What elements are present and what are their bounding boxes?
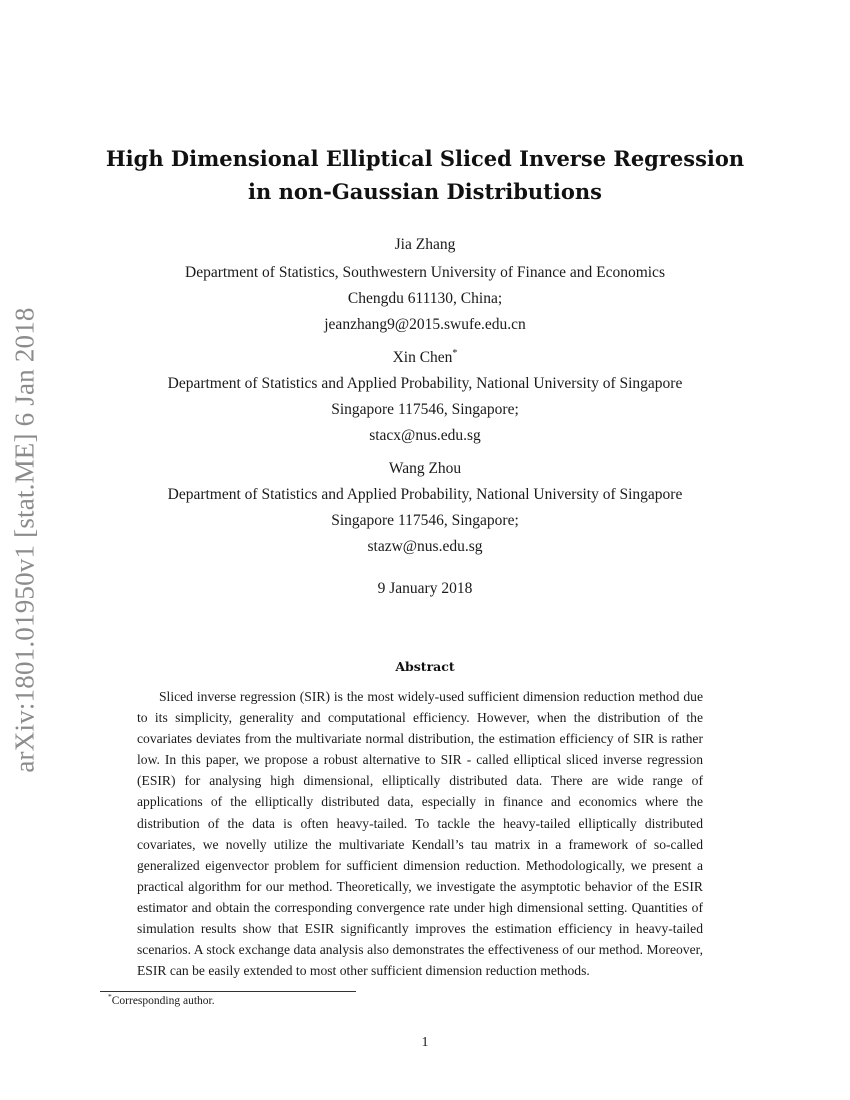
footnote-marker: *	[108, 992, 112, 1002]
author-email-3[interactable]: stazw@nus.edu.sg	[367, 538, 483, 555]
author-name-text: Xin Chen	[392, 349, 453, 366]
title-line-2: in non-Gaussian Distributions	[248, 179, 602, 204]
author-name-1	[0, 236, 850, 254]
author-email-2[interactable]: stacx@nus.edu.sg	[369, 427, 481, 444]
author-name-text: Wang Zhou	[388, 460, 462, 477]
author-address-1: Chengdu 611130, China;	[347, 290, 503, 307]
page-number: 1	[421, 1035, 429, 1050]
paper-date: 9 January 2018	[377, 580, 473, 597]
author-email-1[interactable]: jeanzhang9@2015.swufe.edu.cn	[324, 316, 526, 333]
corresponding-author-marker: *	[452, 347, 458, 359]
author-address-3: Singapore 117546, Singapore;	[331, 512, 519, 529]
arxiv-identifier-stamp[interactable]: arXiv:1801.01950v1 [stat.ME] 6 Jan 2018	[9, 307, 40, 773]
paper-title	[0, 142, 850, 208]
abstract-body: Sliced inverse regression (SIR) is the most widely-used sufficient dimension reduction method due to its simplicity, generality and computational efficiency. However, when the distribution of the covariates deviates from the multivariate normal distribution, the estimation efficiency of SIR is rather low. In this paper, we propose a robust alternative to SIR - called elliptical sliced inverse regression (ESIR) for analysing high dimensional, elliptically distributed data. There are wide range of applications of the elliptically distributed data, especially in finance and economics where the distribution of the data is often heavy-tailed. To tackle the heavy-tailed elliptically distributed covariates, we novelly utilize the multivariate Kendall’s tau matrix in a framework of so-called generalized eigenvector problem for sufficient dimension reduction. Methodologically, we present a practical algorithm for our method. Theoretically, we investigate the asymptotic behavior of the ESIR estimator and obtain the corresponding convergence rate under high dimensional setting. Quantities of simulation results show that ESIR significantly improves the estimation efficiency in heavy-tailed scenarios. A stock exchange data analysis also demonstrates the effectiveness of our method. Moreover, ESIR can be easily extended to most other sufficient dimension reduction methods.	[137, 689, 703, 979]
author-affiliation-3: Department of Statistics and Applied Probability, National University of Singapore	[167, 486, 683, 503]
author-name-2	[0, 349, 850, 367]
author-affiliation-1: Department of Statistics, Southwestern University of Finance and Economics	[185, 264, 665, 281]
abstract-heading: Abstract	[395, 659, 455, 674]
footnote-divider	[100, 991, 356, 992]
author-address-2: Singapore 117546, Singapore;	[331, 401, 519, 418]
author-name-3	[0, 460, 850, 478]
author-name-text: Jia Zhang	[394, 236, 456, 253]
title-line-1: High Dimensional Elliptical Sliced Inverse Regression	[105, 146, 745, 171]
footnote-text: Corresponding author.	[111, 995, 215, 1007]
footnote	[108, 992, 215, 1007]
author-affiliation-2: Department of Statistics and Applied Probability, National University of Singapore	[167, 375, 683, 392]
